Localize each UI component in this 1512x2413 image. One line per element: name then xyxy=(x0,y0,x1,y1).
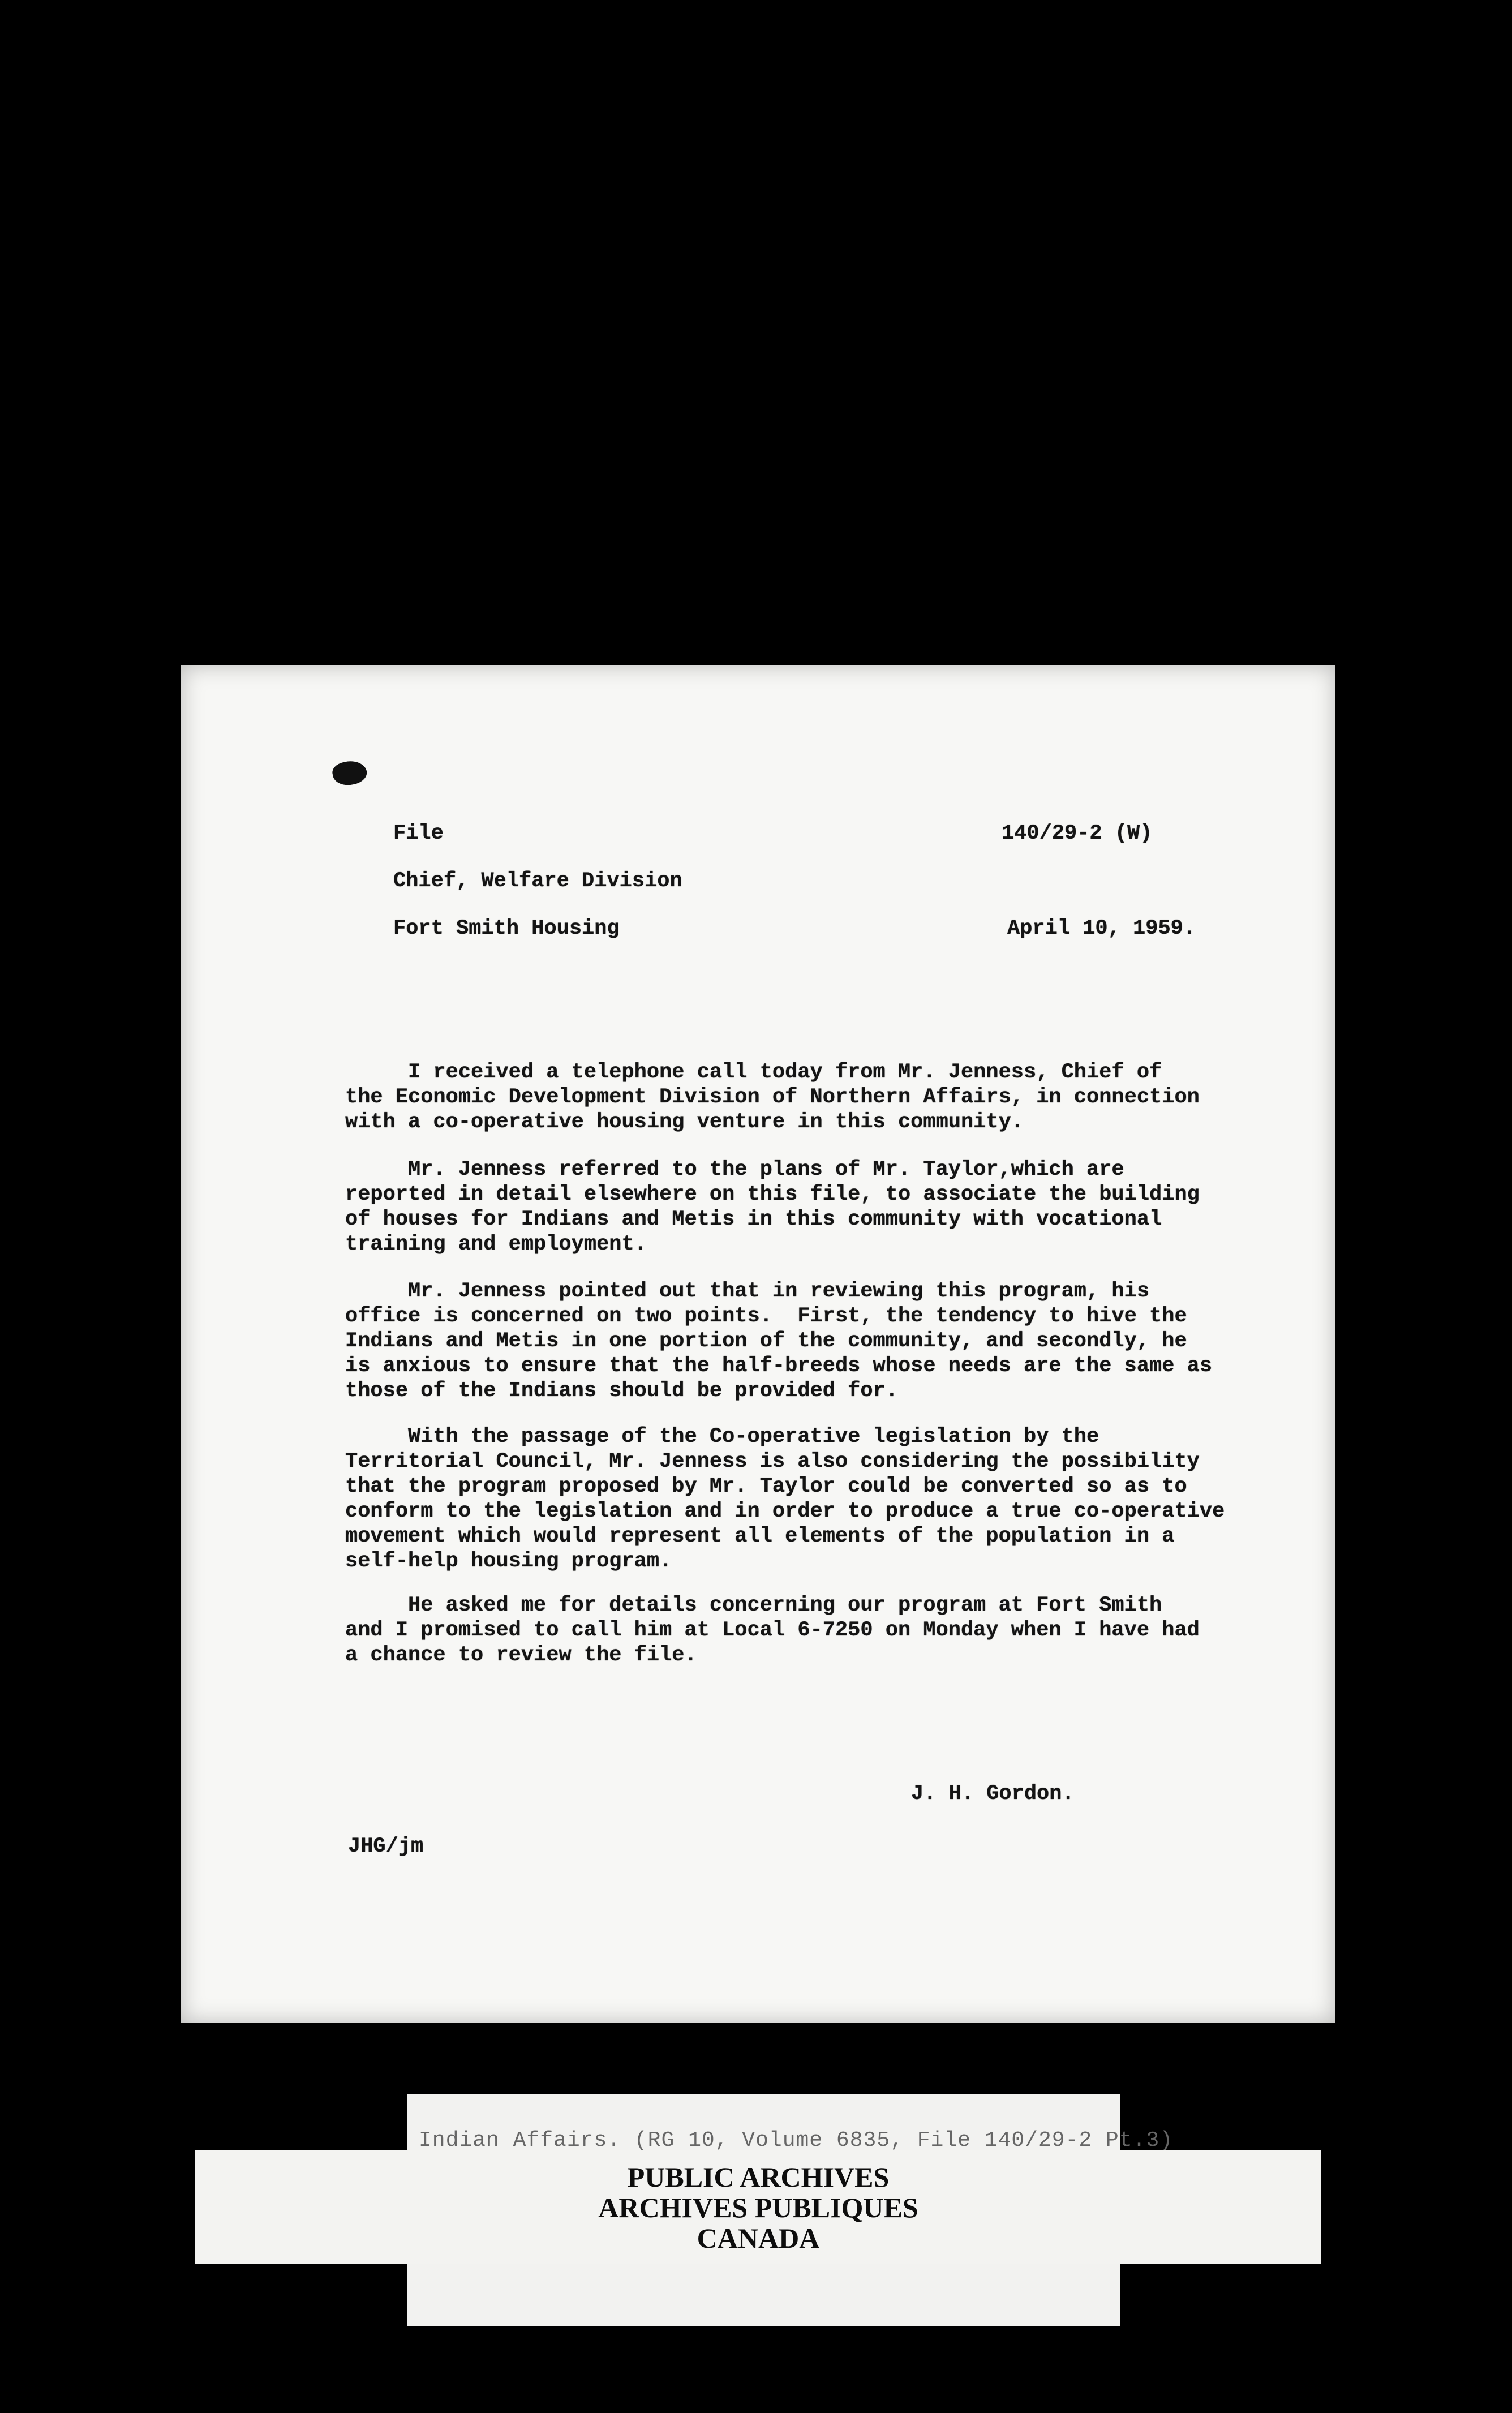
paragraph-line: a chance to review the file. xyxy=(345,1643,697,1667)
paragraph-line: movement which would represent all elements of the population in a xyxy=(345,1525,1175,1548)
paragraph-line: reported in detail elsewhere on this file, to associate the building xyxy=(345,1183,1200,1206)
paragraph-line: that the program proposed by Mr. Taylor could be converted so as to xyxy=(345,1475,1187,1499)
archives-line-3: CANADA xyxy=(697,2222,820,2254)
paragraph-4 xyxy=(345,1424,1251,1574)
memo-from: Chief, Welfare Division xyxy=(393,869,682,893)
file-number: 140/29-2 (W) xyxy=(1002,822,1153,845)
paragraph-line: self-help housing program. xyxy=(345,1549,672,1573)
paragraph-line: He asked me for details concerning our program at Fort Smith xyxy=(345,1594,1162,1617)
source-citation: Indian Affairs. (RG 10, Volume 6835, File 140/29-2 Pt.3) xyxy=(419,2128,1174,2153)
paragraph-line: those of the Indians should be provided for. xyxy=(345,1379,898,1403)
typist-initials: JHG/jm xyxy=(348,1835,424,1858)
paragraph-line: Mr. Jenness referred to the plans of Mr. Taylor,which are xyxy=(345,1158,1124,1182)
paragraph-line: I received a telephone call today from Mr. Jenness, Chief of xyxy=(345,1060,1162,1084)
paragraph-line: With the passage of the Co-operative legislation by the xyxy=(345,1425,1099,1449)
paragraph-line: with a co-operative housing venture in this community. xyxy=(345,1110,1024,1134)
paragraph-line: and I promised to call him at Local 6-7250 on Monday when I have had xyxy=(345,1618,1200,1642)
paragraph-line: Territorial Council, Mr. Jenness is also considering the possibility xyxy=(345,1450,1200,1474)
paragraph-1 xyxy=(345,1060,1251,1135)
archives-stamp xyxy=(195,2162,1321,2253)
memo-to: File xyxy=(393,822,444,845)
paragraph-line: the Economic Development Division of Northern Affairs, in connection xyxy=(345,1085,1200,1109)
archives-line-1: PUBLIC ARCHIVES xyxy=(627,2161,890,2193)
paragraph-5 xyxy=(345,1593,1251,1668)
signature: J. H. Gordon. xyxy=(911,1782,1075,1806)
paragraph-2 xyxy=(345,1157,1251,1257)
paragraph-3 xyxy=(345,1279,1251,1403)
paragraph-line: Mr. Jenness pointed out that in reviewing this program, his xyxy=(345,1280,1150,1303)
paragraph-line: is anxious to ensure that the half-breeds whose needs are the same as xyxy=(345,1354,1213,1378)
paragraph-line: Indians and Metis in one portion of the community, and secondly, he xyxy=(345,1329,1187,1353)
ink-blot xyxy=(330,758,368,788)
memo-page xyxy=(181,665,1335,2023)
memo-date: April 10, 1959. xyxy=(1007,917,1196,941)
paragraph-line: office is concerned on two points. First, the tendency to hive the xyxy=(345,1304,1187,1328)
memo-subject: Fort Smith Housing xyxy=(393,917,620,941)
paragraph-line: conform to the legislation and in order to produce a true co-operative xyxy=(345,1500,1225,1523)
paragraph-line: training and employment. xyxy=(345,1233,647,1256)
paragraph-line: of houses for Indians and Metis in this community with vocational xyxy=(345,1208,1162,1231)
archives-line-2: ARCHIVES PUBLIQUES xyxy=(598,2192,918,2223)
